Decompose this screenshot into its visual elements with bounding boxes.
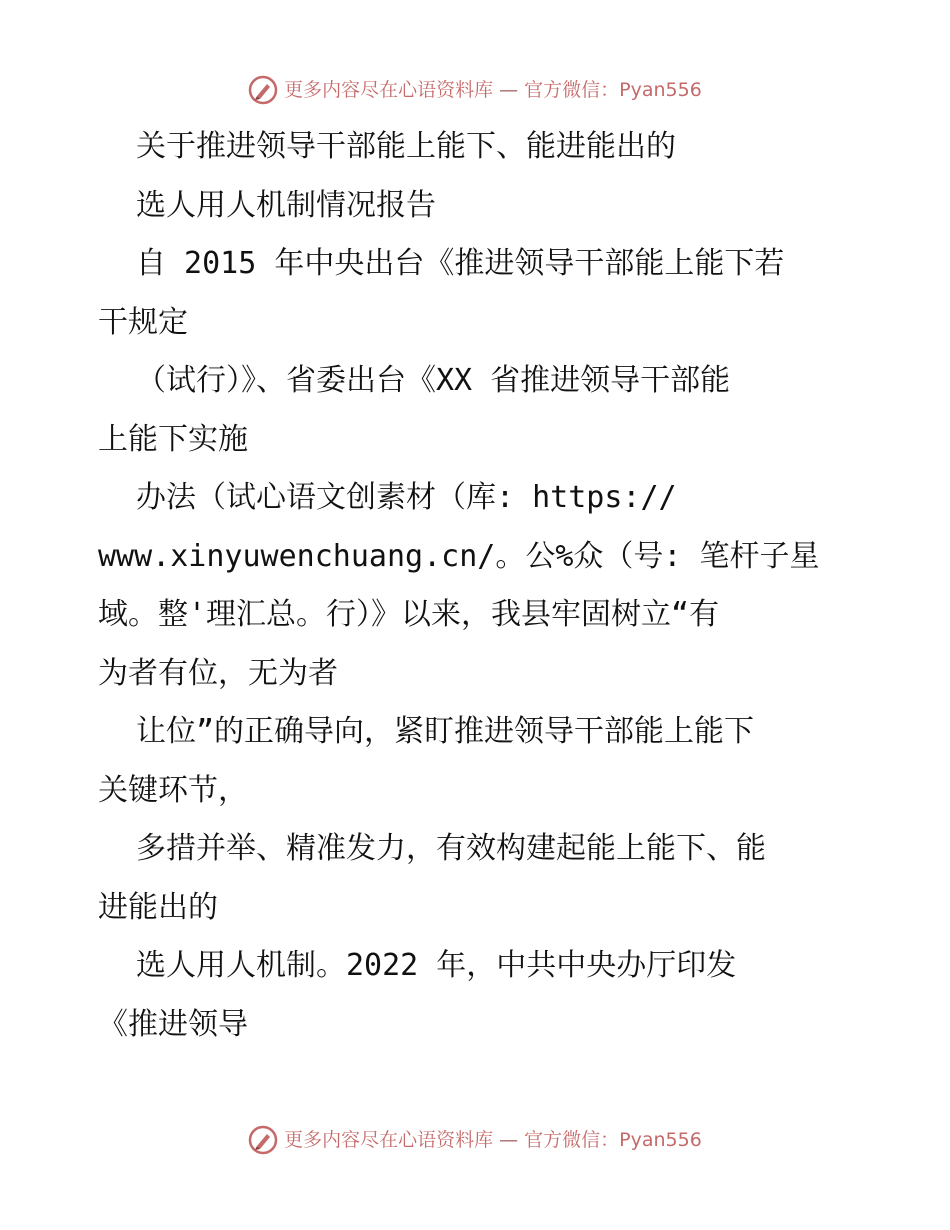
paragraph-line: 选人用人机制。2022 年，中共中央办厅印发 <box>136 948 737 983</box>
title-line-2: 选人用人机制情况报告 <box>136 187 436 223</box>
paragraph-line: 进能出的 <box>98 889 218 925</box>
footer-brand-text: 更多内容尽在心语资料库 <box>284 1129 494 1151</box>
header-brand-text: 更多内容尽在心语资料库 <box>284 79 494 101</box>
footer-wechat-text: 官方微信：Pyan556 <box>524 1129 702 1151</box>
pen-seal-icon <box>248 75 278 105</box>
paragraph-line: 多措并举、精准发力，有效构建起能上能下、能 <box>136 831 766 866</box>
footer-banner <box>0 1120 950 1160</box>
document-body <box>98 118 858 1054</box>
pen-seal-icon <box>248 1125 278 1155</box>
header-separator: — <box>499 79 519 101</box>
title-line-1: 关于推进领导干部能上能下、能进能出的 <box>136 129 676 164</box>
paragraph-line: 《推进领导 <box>98 1006 248 1042</box>
paragraph-line: （试行）》、省委出台《XX 省推进领导干部能 <box>136 363 731 398</box>
paragraph-line: 办法（试心语文创素材（库: https:// <box>136 480 677 515</box>
paragraph-line: 关键环节， <box>98 772 248 808</box>
paragraph-line: 让位”的正确导向，紧盯推进领导干部能上能下 <box>136 714 755 749</box>
paragraph-line: 干规定 <box>98 304 188 340</box>
header-wechat-text: 官方微信：Pyan556 <box>524 79 702 101</box>
paragraph-line: 域。整'理汇总。行）》以来，我县牢固树立“有 <box>98 597 720 632</box>
header-banner <box>0 70 950 110</box>
paragraph-line: www.xinyuwenchuang.cn/。公%众（号: 笔杆子星 <box>98 538 820 574</box>
paragraph-line: 自 2015 年中央出台《推进领导干部能上能下若 <box>136 246 785 281</box>
footer-separator: — <box>499 1129 519 1151</box>
paragraph-line: 上能下实施 <box>98 421 248 457</box>
paragraph-line: 为者有位，无为者 <box>98 655 338 691</box>
